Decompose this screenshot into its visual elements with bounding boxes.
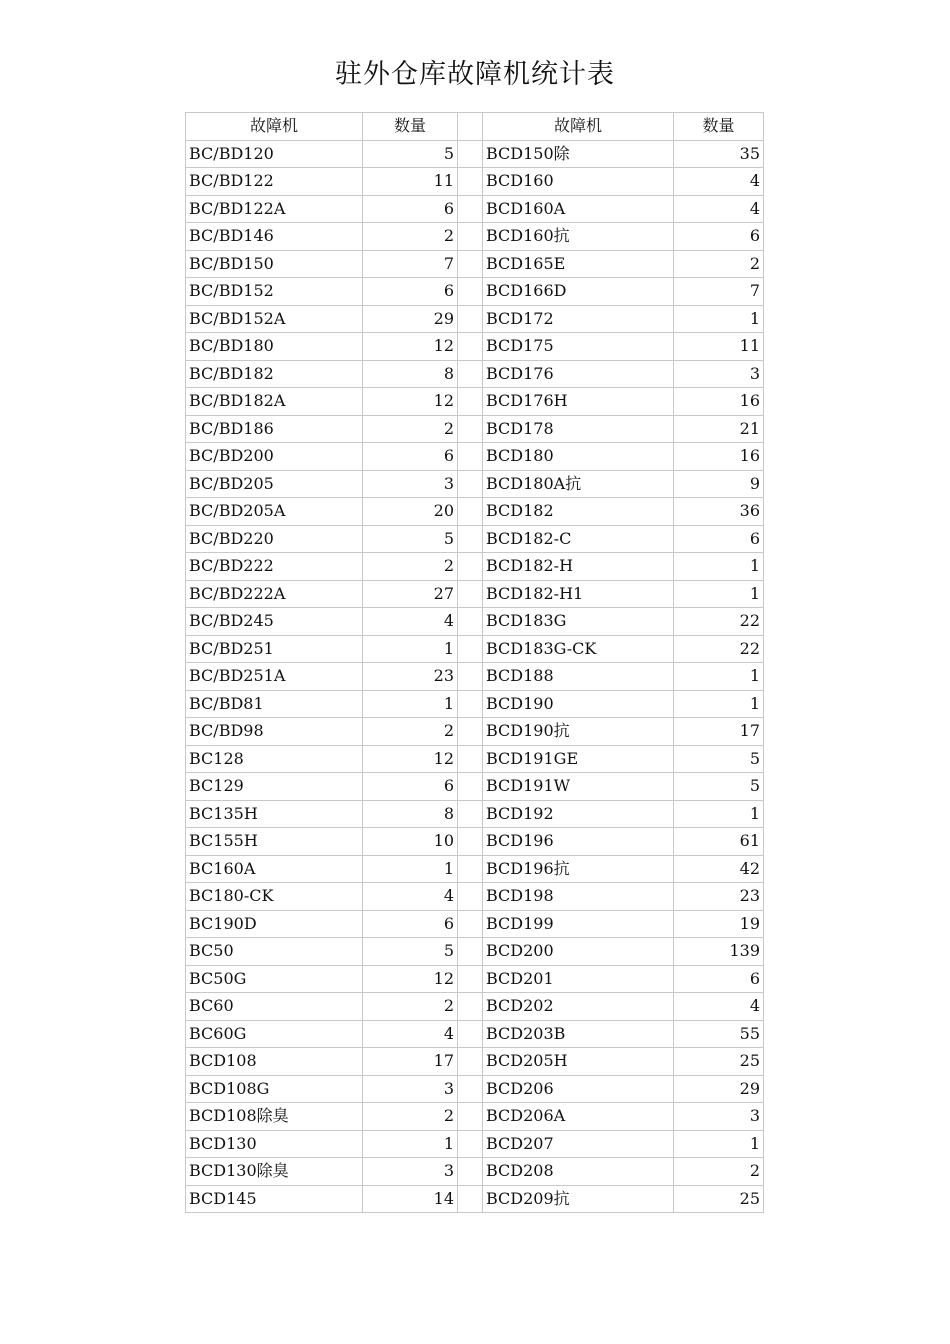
table-row xyxy=(186,938,764,966)
count-cell: 2 xyxy=(674,250,764,278)
count-cell: 22 xyxy=(674,608,764,636)
count-cell: 4 xyxy=(363,1020,458,1048)
table-row xyxy=(186,278,764,306)
model-cell: BC/BD150 xyxy=(186,250,363,278)
count-cell: 14 xyxy=(363,1185,458,1213)
column-gap xyxy=(458,443,483,471)
model-cell: BCD176H xyxy=(483,388,674,416)
model-cell: BCD196抗 xyxy=(483,855,674,883)
model-cell: BC60G xyxy=(186,1020,363,1048)
table-row xyxy=(186,250,764,278)
model-cell: BC135H xyxy=(186,800,363,828)
model-cell: BC160A xyxy=(186,855,363,883)
table-row xyxy=(186,965,764,993)
model-cell: BCD130除臭 xyxy=(186,1158,363,1186)
table-row xyxy=(186,1158,764,1186)
count-cell: 17 xyxy=(363,1048,458,1076)
model-cell: BC/BD120 xyxy=(186,140,363,168)
table-row xyxy=(186,993,764,1021)
count-cell: 3 xyxy=(363,1075,458,1103)
count-cell: 5 xyxy=(674,773,764,801)
table-row xyxy=(186,745,764,773)
model-cell: BC60 xyxy=(186,993,363,1021)
table-row xyxy=(186,608,764,636)
model-cell: BC/BD251 xyxy=(186,635,363,663)
model-cell: BCD108G xyxy=(186,1075,363,1103)
model-cell: BC129 xyxy=(186,773,363,801)
count-cell: 25 xyxy=(674,1185,764,1213)
model-cell: BCD209抗 xyxy=(483,1185,674,1213)
column-gap xyxy=(458,333,483,361)
model-cell: BCD182-H xyxy=(483,553,674,581)
model-cell: BC/BD122A xyxy=(186,195,363,223)
count-cell: 6 xyxy=(674,525,764,553)
model-cell: BC/BD182 xyxy=(186,360,363,388)
count-cell: 2 xyxy=(363,993,458,1021)
model-cell: BCD207 xyxy=(483,1130,674,1158)
column-gap xyxy=(458,498,483,526)
column-gap xyxy=(458,278,483,306)
model-cell: BCD206A xyxy=(483,1103,674,1131)
count-cell: 1 xyxy=(674,1130,764,1158)
model-cell: BC/BD205A xyxy=(186,498,363,526)
fault-machine-table xyxy=(185,112,764,1213)
count-cell: 22 xyxy=(674,635,764,663)
count-cell: 1 xyxy=(674,690,764,718)
model-cell: BCD165E xyxy=(483,250,674,278)
count-cell: 1 xyxy=(674,800,764,828)
table-row xyxy=(186,333,764,361)
model-cell: BC/BD220 xyxy=(186,525,363,553)
model-cell: BC/BD245 xyxy=(186,608,363,636)
count-cell: 6 xyxy=(363,278,458,306)
table-row xyxy=(186,553,764,581)
column-gap xyxy=(458,608,483,636)
count-cell: 16 xyxy=(674,388,764,416)
count-cell: 10 xyxy=(363,828,458,856)
table-row xyxy=(186,305,764,333)
model-cell: BC50G xyxy=(186,965,363,993)
count-cell: 3 xyxy=(363,1158,458,1186)
column-gap xyxy=(458,993,483,1021)
model-cell: BCD160A xyxy=(483,195,674,223)
column-gap xyxy=(458,828,483,856)
count-cell: 23 xyxy=(363,663,458,691)
column-gap xyxy=(458,938,483,966)
header-count-left: 数量 xyxy=(363,113,458,141)
count-cell: 42 xyxy=(674,855,764,883)
table-row xyxy=(186,828,764,856)
model-cell: BCD208 xyxy=(483,1158,674,1186)
count-cell: 23 xyxy=(674,883,764,911)
count-cell: 16 xyxy=(674,443,764,471)
table-row xyxy=(186,1048,764,1076)
count-cell: 11 xyxy=(674,333,764,361)
model-cell: BCD160 xyxy=(483,168,674,196)
model-cell: BCD196 xyxy=(483,828,674,856)
column-gap xyxy=(458,113,483,141)
count-cell: 6 xyxy=(674,965,764,993)
column-gap xyxy=(458,388,483,416)
model-cell: BCD190抗 xyxy=(483,718,674,746)
model-cell: BCD160抗 xyxy=(483,223,674,251)
column-gap xyxy=(458,745,483,773)
model-cell: BCD108除臭 xyxy=(186,1103,363,1131)
count-cell: 27 xyxy=(363,580,458,608)
count-cell: 55 xyxy=(674,1020,764,1048)
count-cell: 139 xyxy=(674,938,764,966)
count-cell: 1 xyxy=(363,855,458,883)
column-gap xyxy=(458,690,483,718)
table-row xyxy=(186,498,764,526)
model-cell: BC/BD152A xyxy=(186,305,363,333)
model-cell: BC/BD182A xyxy=(186,388,363,416)
model-cell: BC/BD186 xyxy=(186,415,363,443)
model-cell: BC180-CK xyxy=(186,883,363,911)
count-cell: 35 xyxy=(674,140,764,168)
count-cell: 20 xyxy=(363,498,458,526)
model-cell: BCD183G-CK xyxy=(483,635,674,663)
page-title: 驻外仓库故障机统计表 xyxy=(335,59,615,90)
model-cell: BCD192 xyxy=(483,800,674,828)
count-cell: 2 xyxy=(674,1158,764,1186)
count-cell: 6 xyxy=(674,223,764,251)
count-cell: 4 xyxy=(363,883,458,911)
model-cell: BCD182 xyxy=(483,498,674,526)
count-cell: 1 xyxy=(674,580,764,608)
column-gap xyxy=(458,140,483,168)
model-cell: BC155H xyxy=(186,828,363,856)
count-cell: 25 xyxy=(674,1048,764,1076)
count-cell: 1 xyxy=(674,553,764,581)
table-row xyxy=(186,1130,764,1158)
column-gap xyxy=(458,168,483,196)
count-cell: 7 xyxy=(674,278,764,306)
table-row xyxy=(186,140,764,168)
model-cell: BCD145 xyxy=(186,1185,363,1213)
count-cell: 2 xyxy=(363,223,458,251)
column-gap xyxy=(458,1130,483,1158)
model-cell: BCD182-C xyxy=(483,525,674,553)
count-cell: 5 xyxy=(363,938,458,966)
table-row xyxy=(186,223,764,251)
column-gap xyxy=(458,635,483,663)
count-cell: 1 xyxy=(674,663,764,691)
model-cell: BCD182-H1 xyxy=(483,580,674,608)
model-cell: BC/BD81 xyxy=(186,690,363,718)
column-gap xyxy=(458,1020,483,1048)
table-row xyxy=(186,1020,764,1048)
model-cell: BCD183G xyxy=(483,608,674,636)
table-row xyxy=(186,1103,764,1131)
table-row xyxy=(186,1075,764,1103)
count-cell: 5 xyxy=(674,745,764,773)
table-row xyxy=(186,388,764,416)
model-cell: BC/BD222A xyxy=(186,580,363,608)
count-cell: 4 xyxy=(674,195,764,223)
count-cell: 3 xyxy=(674,1103,764,1131)
table-row xyxy=(186,883,764,911)
header-row xyxy=(186,113,764,141)
column-gap xyxy=(458,360,483,388)
column-gap xyxy=(458,1158,483,1186)
column-gap xyxy=(458,800,483,828)
model-cell: BCD108 xyxy=(186,1048,363,1076)
model-cell: BCD130 xyxy=(186,1130,363,1158)
table-row xyxy=(186,168,764,196)
table-row xyxy=(186,663,764,691)
model-cell: BCD200 xyxy=(483,938,674,966)
table-row xyxy=(186,718,764,746)
count-cell: 3 xyxy=(674,360,764,388)
header-model-left: 故障机 xyxy=(186,113,363,141)
table-row xyxy=(186,415,764,443)
count-cell: 5 xyxy=(363,525,458,553)
column-gap xyxy=(458,223,483,251)
column-gap xyxy=(458,718,483,746)
count-cell: 3 xyxy=(363,470,458,498)
model-cell: BCD178 xyxy=(483,415,674,443)
model-cell: BC/BD152 xyxy=(186,278,363,306)
count-cell: 12 xyxy=(363,333,458,361)
count-cell: 4 xyxy=(363,608,458,636)
model-cell: BC50 xyxy=(186,938,363,966)
table-row xyxy=(186,360,764,388)
model-cell: BC/BD98 xyxy=(186,718,363,746)
header-count-right: 数量 xyxy=(674,113,764,141)
model-cell: BCD203B xyxy=(483,1020,674,1048)
count-cell: 12 xyxy=(363,388,458,416)
table-body xyxy=(186,113,764,1213)
count-cell: 2 xyxy=(363,1103,458,1131)
model-cell: BCD180 xyxy=(483,443,674,471)
count-cell: 1 xyxy=(674,305,764,333)
column-gap xyxy=(458,305,483,333)
model-cell: BCD206 xyxy=(483,1075,674,1103)
count-cell: 1 xyxy=(363,690,458,718)
column-gap xyxy=(458,580,483,608)
table-row xyxy=(186,525,764,553)
table-row xyxy=(186,800,764,828)
table-row xyxy=(186,1185,764,1213)
table-row xyxy=(186,773,764,801)
model-cell: BC/BD222 xyxy=(186,553,363,581)
model-cell: BCD201 xyxy=(483,965,674,993)
column-gap xyxy=(458,1103,483,1131)
column-gap xyxy=(458,1185,483,1213)
header-model-right: 故障机 xyxy=(483,113,674,141)
table-row xyxy=(186,443,764,471)
model-cell: BCD180A抗 xyxy=(483,470,674,498)
model-cell: BCD166D xyxy=(483,278,674,306)
table-row xyxy=(186,910,764,938)
model-cell: BCD198 xyxy=(483,883,674,911)
model-cell: BCD191GE xyxy=(483,745,674,773)
count-cell: 4 xyxy=(674,168,764,196)
column-gap xyxy=(458,1048,483,1076)
column-gap xyxy=(458,1075,483,1103)
count-cell: 6 xyxy=(363,910,458,938)
count-cell: 19 xyxy=(674,910,764,938)
count-cell: 8 xyxy=(363,800,458,828)
column-gap xyxy=(458,415,483,443)
count-cell: 17 xyxy=(674,718,764,746)
table-row xyxy=(186,635,764,663)
column-gap xyxy=(458,553,483,581)
count-cell: 9 xyxy=(674,470,764,498)
column-gap xyxy=(458,773,483,801)
column-gap xyxy=(458,195,483,223)
model-cell: BCD172 xyxy=(483,305,674,333)
count-cell: 6 xyxy=(363,195,458,223)
model-cell: BCD191W xyxy=(483,773,674,801)
model-cell: BC/BD200 xyxy=(186,443,363,471)
count-cell: 21 xyxy=(674,415,764,443)
table-row xyxy=(186,580,764,608)
count-cell: 4 xyxy=(674,993,764,1021)
model-cell: BC/BD251A xyxy=(186,663,363,691)
count-cell: 1 xyxy=(363,1130,458,1158)
table-row xyxy=(186,195,764,223)
model-cell: BCD190 xyxy=(483,690,674,718)
column-gap xyxy=(458,965,483,993)
model-cell: BCD150除 xyxy=(483,140,674,168)
model-cell: BC/BD122 xyxy=(186,168,363,196)
count-cell: 61 xyxy=(674,828,764,856)
count-cell: 2 xyxy=(363,718,458,746)
column-gap xyxy=(458,250,483,278)
count-cell: 1 xyxy=(363,635,458,663)
model-cell: BCD205H xyxy=(483,1048,674,1076)
count-cell: 29 xyxy=(674,1075,764,1103)
count-cell: 7 xyxy=(363,250,458,278)
model-cell: BC/BD146 xyxy=(186,223,363,251)
model-cell: BCD176 xyxy=(483,360,674,388)
count-cell: 11 xyxy=(363,168,458,196)
model-cell: BC/BD205 xyxy=(186,470,363,498)
table-row xyxy=(186,470,764,498)
column-gap xyxy=(458,525,483,553)
column-gap xyxy=(458,855,483,883)
model-cell: BCD202 xyxy=(483,993,674,1021)
count-cell: 5 xyxy=(363,140,458,168)
count-cell: 29 xyxy=(363,305,458,333)
column-gap xyxy=(458,663,483,691)
table-row xyxy=(186,855,764,883)
count-cell: 8 xyxy=(363,360,458,388)
model-cell: BC/BD180 xyxy=(186,333,363,361)
model-cell: BCD175 xyxy=(483,333,674,361)
count-cell: 6 xyxy=(363,443,458,471)
column-gap xyxy=(458,883,483,911)
count-cell: 2 xyxy=(363,553,458,581)
column-gap xyxy=(458,910,483,938)
model-cell: BC190D xyxy=(186,910,363,938)
count-cell: 12 xyxy=(363,965,458,993)
count-cell: 2 xyxy=(363,415,458,443)
count-cell: 36 xyxy=(674,498,764,526)
count-cell: 12 xyxy=(363,745,458,773)
model-cell: BC128 xyxy=(186,745,363,773)
count-cell: 6 xyxy=(363,773,458,801)
table-row xyxy=(186,690,764,718)
model-cell: BCD188 xyxy=(483,663,674,691)
model-cell: BCD199 xyxy=(483,910,674,938)
column-gap xyxy=(458,470,483,498)
